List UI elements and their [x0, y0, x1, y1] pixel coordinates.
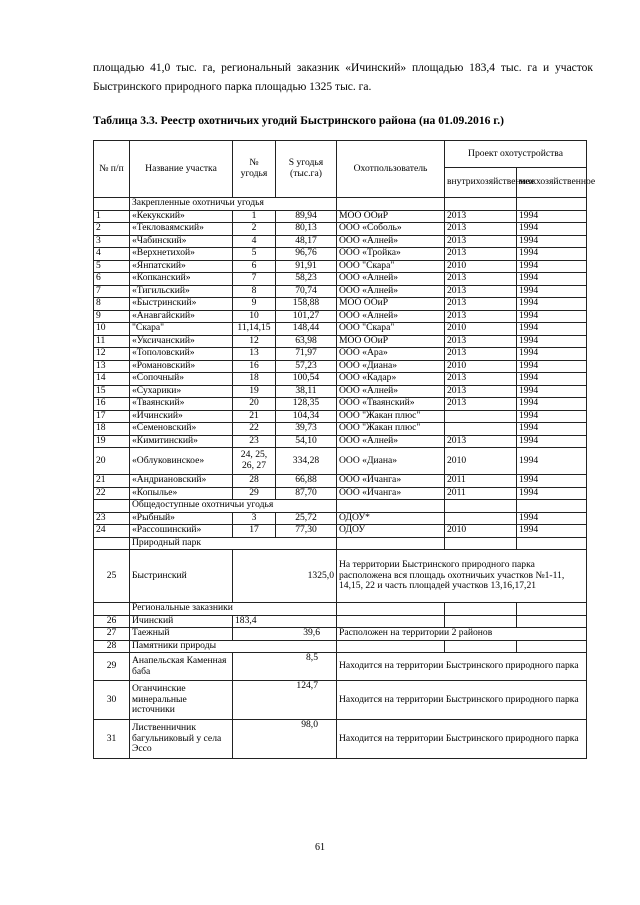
cell-name: Оганчинские минеральные источники: [130, 681, 233, 720]
cell-name: "Скара": [130, 323, 233, 336]
cell-user: ООО «Алней»: [337, 310, 445, 323]
cell-name: Анапельская Каменная баба: [130, 653, 233, 681]
cell-plot: 5: [233, 248, 276, 261]
cell-intra: [445, 423, 517, 436]
cell-name: «Андриановский»: [130, 475, 233, 488]
cell-plot: 18: [233, 373, 276, 386]
cell-inter: 1994: [517, 210, 587, 223]
cell-area: 77,30: [276, 525, 337, 538]
cell-intra: 2013: [445, 223, 517, 236]
cell-inter: 1994: [517, 273, 587, 286]
cell-area: 38,11: [276, 385, 337, 398]
cell-intra: 2013: [445, 335, 517, 348]
cell-plot: 22: [233, 423, 276, 436]
cell-name: «Ичинский»: [130, 410, 233, 423]
section-row: [94, 640, 587, 653]
cell-intra: 2010: [445, 360, 517, 373]
cell-name: «Анавгайский»: [130, 310, 233, 323]
cell-num: 8: [94, 298, 130, 311]
cell-num: 3: [94, 235, 130, 248]
cell-note: Находится на территории Быстринского природного парка: [337, 720, 587, 759]
cell-inter: 1994: [517, 298, 587, 311]
cell-user: ООО «Соболь»: [337, 223, 445, 236]
cell-user: ООО "Жакан плюс": [337, 423, 445, 436]
cell-plot: 2: [233, 223, 276, 236]
cell-intra: 2013: [445, 235, 517, 248]
cell-intra: 2010: [445, 525, 517, 538]
cell-num: 26: [94, 615, 130, 628]
header-row: [94, 141, 587, 168]
cell-area: 80,13: [276, 223, 337, 236]
header-project: Проект охотустройства: [445, 141, 587, 168]
table-row: [94, 273, 587, 286]
cell-area: 39,6: [233, 628, 337, 641]
cell-inter: 1994: [517, 235, 587, 248]
cell-plot: 23: [233, 435, 276, 448]
cell-area: 63,98: [276, 335, 337, 348]
cell-name: «Тваянский»: [130, 398, 233, 411]
section-title: Природный парк: [130, 537, 337, 550]
cell-user: МОО ООиР: [337, 210, 445, 223]
cell-plot: 10: [233, 310, 276, 323]
cell-inter: 1994: [517, 323, 587, 336]
cell-intra: 2013: [445, 298, 517, 311]
cell-area: 25,72: [276, 512, 337, 525]
cell-inter: 1994: [517, 285, 587, 298]
cell-name: Быстринский: [130, 550, 233, 603]
cell-num: 23: [94, 512, 130, 525]
cell-area: 91,91: [276, 260, 337, 273]
cell-intra: 2013: [445, 248, 517, 261]
cell-name: «Уксичанский»: [130, 335, 233, 348]
cell-intra: 2013: [445, 348, 517, 361]
table-row: [94, 348, 587, 361]
cell-area: 101,27: [276, 310, 337, 323]
cell-num: 22: [94, 487, 130, 500]
cell-inter: 1994: [517, 373, 587, 386]
cell-intra: [445, 512, 517, 525]
section-row: [94, 537, 587, 550]
cell-user: ООО «Ичанга»: [337, 487, 445, 500]
cell-user: ООО «Алней»: [337, 435, 445, 448]
cell-user: ООО "Жакан плюс": [337, 410, 445, 423]
cell-inter: 1994: [517, 475, 587, 488]
cell-plot: 11,14,15: [233, 323, 276, 336]
cell-name: «Быстринский»: [130, 298, 233, 311]
cell-plot: 3: [233, 512, 276, 525]
cell-area: 54,10: [276, 435, 337, 448]
cell-name: «Тополовский»: [130, 348, 233, 361]
table-row: [94, 310, 587, 323]
cell-user: ООО «Ичанга»: [337, 475, 445, 488]
cell-inter: 1994: [517, 360, 587, 373]
cell-name: «Сухарики»: [130, 385, 233, 398]
cell-user: ООО «Алней»: [337, 385, 445, 398]
cell-num: 4: [94, 248, 130, 261]
cell-area: 334,28: [276, 448, 337, 475]
cell-area: 158,88: [276, 298, 337, 311]
cell-name: «Рыбный»: [130, 512, 233, 525]
table-row: [94, 653, 587, 681]
table-row: [94, 550, 587, 603]
cell-num: 13: [94, 360, 130, 373]
section-row: [94, 603, 587, 616]
cell-intra: 2013: [445, 373, 517, 386]
cell-user: ООО "Скара": [337, 323, 445, 336]
table-row: [94, 615, 587, 628]
cell-name: Лиственничник багульниковый у села Эссо: [130, 720, 233, 759]
hunting-grounds-table: [93, 140, 596, 759]
cell-inter: 1994: [517, 435, 587, 448]
table-row: [94, 435, 587, 448]
cell-num: 12: [94, 348, 130, 361]
table-row: [94, 210, 587, 223]
cell-user: ООО «Алней»: [337, 273, 445, 286]
cell-intra: 2013: [445, 385, 517, 398]
cell-inter: 1994: [517, 398, 587, 411]
cell-num: 7: [94, 285, 130, 298]
cell-area: 48,17: [276, 235, 337, 248]
table-row: [94, 360, 587, 373]
table-row: [94, 410, 587, 423]
cell-area: 128,35: [276, 398, 337, 411]
cell-num: 19: [94, 435, 130, 448]
cell-name: «Кимитинский»: [130, 435, 233, 448]
cell-plot: 8: [233, 285, 276, 298]
cell-num: 15: [94, 385, 130, 398]
cell-plot: 6: [233, 260, 276, 273]
cell-plot: 4: [233, 235, 276, 248]
cell-inter: 1994: [517, 385, 587, 398]
header-area: S угодья (тыс.га): [276, 141, 337, 198]
cell-num: 16: [94, 398, 130, 411]
cell-user: ООО «Алней»: [337, 235, 445, 248]
cell-plot: 16: [233, 360, 276, 373]
header-inter: межхозяйственное: [517, 168, 587, 198]
cell-plot: 19: [233, 385, 276, 398]
cell-inter: 1994: [517, 448, 587, 475]
cell-num: 28: [94, 640, 130, 653]
cell-intra: 2011: [445, 487, 517, 500]
cell-name: «Копканский»: [130, 273, 233, 286]
cell-num: 21: [94, 475, 130, 488]
cell-user: МОО ООиР: [337, 298, 445, 311]
cell-user: ОДОУ: [337, 525, 445, 538]
table-row: [94, 475, 587, 488]
cell-num: 9: [94, 310, 130, 323]
cell-area: 57,23: [276, 360, 337, 373]
cell-num: 1: [94, 210, 130, 223]
cell-name: «Облуковинское»: [130, 448, 233, 475]
cell-name: «Романовский»: [130, 360, 233, 373]
cell-num: 14: [94, 373, 130, 386]
intro-paragraph: площадью 41,0 тыс. га, региональный заказник «Ичинский» площадью 183,4 тыс. га и участок Быстринского природного парка площадью 1325 тыс. га.: [93, 62, 593, 93]
cell-user: ОДОУ*: [337, 512, 445, 525]
cell-plot: 21: [233, 410, 276, 423]
cell-plot: 12: [233, 335, 276, 348]
table-row: [94, 720, 587, 759]
cell-area: 58,23: [276, 273, 337, 286]
cell-intra: 2013: [445, 210, 517, 223]
cell-name: «Кекукский»: [130, 210, 233, 223]
cell-area: 70,74: [276, 285, 337, 298]
cell-user: ООО «Алней»: [337, 285, 445, 298]
cell-num: 25: [94, 550, 130, 603]
cell-area: 100,54: [276, 373, 337, 386]
cell-user: ООО «Тройка»: [337, 248, 445, 261]
cell-num: 18: [94, 423, 130, 436]
section-title: Памятники природы: [130, 640, 337, 653]
cell-area: 96,76: [276, 248, 337, 261]
table-row: [94, 628, 587, 641]
header-name: Название участка: [130, 141, 233, 198]
cell-area: 148,44: [276, 323, 337, 336]
table-row: [94, 487, 587, 500]
table-row: [94, 398, 587, 411]
cell-plot: 7: [233, 273, 276, 286]
section-title: Региональные заказники: [130, 603, 337, 616]
cell-intra: 2013: [445, 310, 517, 323]
section-title: Общедоступные охотничьи угодья: [130, 500, 337, 513]
cell-name: «Текловаямский»: [130, 223, 233, 236]
cell-num: 5: [94, 260, 130, 273]
table-row: [94, 373, 587, 386]
header-plot: № угодья: [233, 141, 276, 198]
cell-area: 98,0: [233, 720, 337, 759]
cell-user: ООО «Кадар»: [337, 373, 445, 386]
cell-name: «Тигильский»: [130, 285, 233, 298]
cell-intra: 2013: [445, 398, 517, 411]
table-row: [94, 235, 587, 248]
cell-num: 24: [94, 525, 130, 538]
cell-intra: 2013: [445, 435, 517, 448]
cell-inter: 1994: [517, 223, 587, 236]
cell-num: 2: [94, 223, 130, 236]
cell-num: 17: [94, 410, 130, 423]
cell-plot: 29: [233, 487, 276, 500]
cell-inter: 1994: [517, 260, 587, 273]
cell-note: Находится на территории Быстринского природного парка: [337, 681, 587, 720]
cell-inter: 1994: [517, 423, 587, 436]
table-row: [94, 448, 587, 475]
page-number: 61: [315, 842, 325, 853]
table-row: [94, 525, 587, 538]
table-row: [94, 335, 587, 348]
cell-note: Расположен на территории 2 районов: [337, 628, 587, 641]
cell-name: «Сопочный»: [130, 373, 233, 386]
cell-area: 104,34: [276, 410, 337, 423]
cell-intra: 2013: [445, 285, 517, 298]
cell-inter: 1994: [517, 512, 587, 525]
cell-area: 89,94: [276, 210, 337, 223]
cell-num: 31: [94, 720, 130, 759]
cell-area: 39,73: [276, 423, 337, 436]
cell-inter: 1994: [517, 248, 587, 261]
cell-num: 6: [94, 273, 130, 286]
cell-name: «Копылье»: [130, 487, 233, 500]
table-row: [94, 323, 587, 336]
cell-note: На территории Быстринского природного парка расположена вся площадь охотничьих участков №1-11, 14,15, 22 и часть площадей участков 13,16,17,21: [337, 550, 587, 603]
cell-area: 71,97: [276, 348, 337, 361]
cell-user: ООО «Диана»: [337, 360, 445, 373]
cell-num: 30: [94, 681, 130, 720]
table-row: [94, 285, 587, 298]
cell-user: ООО «Диана»: [337, 448, 445, 475]
cell-num: 27: [94, 628, 130, 641]
cell-plot: 17: [233, 525, 276, 538]
section-row: [94, 198, 587, 211]
cell-user: МОО ООиР: [337, 335, 445, 348]
table-caption: Таблица 3.3. Реестр охотничьих угодий Быстринского района (на 01.09.2016 г.): [93, 114, 505, 127]
section-row: [94, 500, 587, 513]
cell-num: 10: [94, 323, 130, 336]
cell-plot: 1: [233, 210, 276, 223]
cell-name: «Янпатский»: [130, 260, 233, 273]
header-intra: внутрихозяйственное: [445, 168, 517, 198]
cell-inter: 1994: [517, 348, 587, 361]
cell-intra: 2013: [445, 273, 517, 286]
cell-user: ООО «Ара»: [337, 348, 445, 361]
cell-name: «Рассошинский»: [130, 525, 233, 538]
cell-name: «Чабинский»: [130, 235, 233, 248]
header-user: Охотпользователь: [337, 141, 445, 198]
cell-name: Ичинский: [130, 615, 233, 628]
cell-inter: 1994: [517, 525, 587, 538]
cell-num: 20: [94, 448, 130, 475]
cell-num: 11: [94, 335, 130, 348]
cell-area: 66,88: [276, 475, 337, 488]
cell-name: Таежный: [130, 628, 233, 641]
cell-area: 183,4: [233, 615, 337, 628]
cell-plot: 9: [233, 298, 276, 311]
cell-plot: 20: [233, 398, 276, 411]
cell-intra: 2010: [445, 260, 517, 273]
cell-area: 1325,0: [233, 550, 337, 603]
table-row: [94, 681, 587, 720]
cell-inter: 1994: [517, 310, 587, 323]
table-row: [94, 423, 587, 436]
cell-area: 87,70: [276, 487, 337, 500]
cell-intra: 2010: [445, 448, 517, 475]
cell-name: «Семеновский»: [130, 423, 233, 436]
table-row: [94, 298, 587, 311]
cell-plot: 13: [233, 348, 276, 361]
header-num: № п/п: [94, 141, 130, 198]
table-row: [94, 385, 587, 398]
cell-note: Находится на территории Быстринского природного парка: [337, 653, 587, 681]
cell-inter: 1994: [517, 410, 587, 423]
table-row: [94, 223, 587, 236]
cell-intra: [445, 410, 517, 423]
cell-area: 124,7: [233, 681, 337, 720]
table-row: [94, 260, 587, 273]
cell-inter: 1994: [517, 335, 587, 348]
cell-user: ООО «Тваянский»: [337, 398, 445, 411]
section-title: Закрепленные охотничьи угодья: [130, 198, 337, 211]
table-row: [94, 248, 587, 261]
cell-inter: 1994: [517, 487, 587, 500]
cell-area: 8,5: [233, 653, 337, 681]
cell-name: «Верхнетихой»: [130, 248, 233, 261]
cell-user: ООО "Скара": [337, 260, 445, 273]
table-row: [94, 512, 587, 525]
cell-num: 29: [94, 653, 130, 681]
cell-plot: 28: [233, 475, 276, 488]
cell-intra: 2010: [445, 323, 517, 336]
cell-plot: 24, 25, 26, 27: [233, 448, 276, 475]
cell-intra: 2011: [445, 475, 517, 488]
